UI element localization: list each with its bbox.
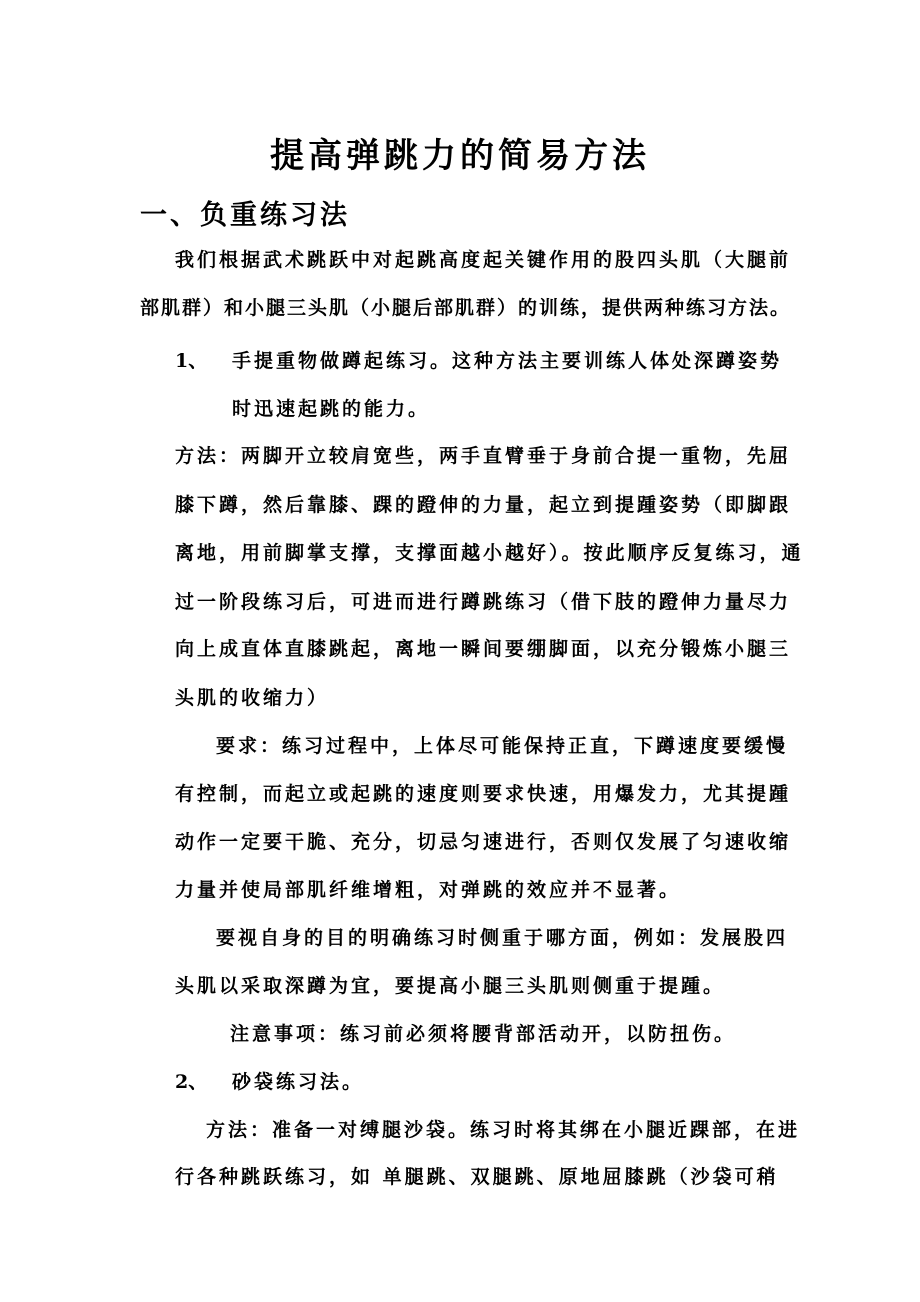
caution-line: 注意事项：练习前必须将腰背部活动开，以防扭伤。 — [230, 1023, 737, 1045]
requirement-line-1: 要求：练习过程中，上体尽可能保持正直，下蹲速度要缓慢 — [216, 735, 789, 757]
requirement-line-3: 动作一定要干脆、充分，切忌匀速进行，否则仅发展了匀速收缩 — [175, 831, 792, 853]
item2-title: 砂袋练习法。 — [232, 1071, 365, 1093]
method-line-4: 过一阶段练习后，可进而进行蹲跳练习（借下肢的蹬伸力量尽力 — [175, 591, 792, 613]
requirement-line-4: 力量并使局部肌纤维增粗，对弹跳的效应并不显著。 — [175, 879, 682, 901]
item2-method-line-2: 行各种跳跃练习，如 单腿跳、双腿跳、原地屈膝跳（沙袋可稍 — [175, 1166, 779, 1188]
section-heading: 一、负重练习法 — [140, 200, 350, 231]
requirement-line-2: 有控制，而起立或起跳的速度则要求快速，用爆发力，尤其提踵 — [175, 783, 792, 805]
method-line-1: 方法：两脚开立较肩宽些，两手直臂垂于身前合提一重物，先屈 — [175, 445, 792, 467]
item1-number: 1、 — [175, 350, 208, 372]
intro-line-1: 我们根据武术跳跃中对起跳高度起关键作用的股四头肌（大腿前 — [175, 249, 792, 271]
item2-method-line-1: 方法：准备一对缚腿沙袋。练习时将其绑在小腿近踝部，在进 — [206, 1119, 801, 1141]
method-line-2: 膝下蹲，然后靠膝、踝的蹬伸的力量，起立到提踵姿势（即脚跟 — [175, 494, 792, 516]
document-title: 提高弹跳力的简易方法 — [270, 136, 650, 176]
intro-line-2: 部肌群）和小腿三头肌（小腿后部肌群）的训练，提供两种练习方法。 — [140, 297, 792, 319]
method-line-3: 离地，用前脚掌支撑，支撑面越小越好）。按此顺序反复练习，通 — [175, 542, 804, 564]
item2-number: 2、 — [175, 1071, 208, 1093]
focus-line-1: 要视自身的目的明确练习时侧重于哪方面，例如：发展股四 — [216, 927, 789, 949]
item1-title-line-2: 时迅速起跳的能力。 — [232, 398, 431, 420]
method-line-6: 头肌的收缩力） — [175, 687, 330, 709]
method-line-5: 向上成直体直膝跳起，离地一瞬间要绷脚面，以充分锻炼小腿三 — [175, 638, 792, 660]
focus-line-2: 头肌以采取深蹲为宜，要提高小腿三头肌则侧重于提踵。 — [175, 975, 726, 997]
item1-title-line-1: 手提重物做蹲起练习。这种方法主要训练人体处深蹲姿势 — [232, 350, 783, 372]
